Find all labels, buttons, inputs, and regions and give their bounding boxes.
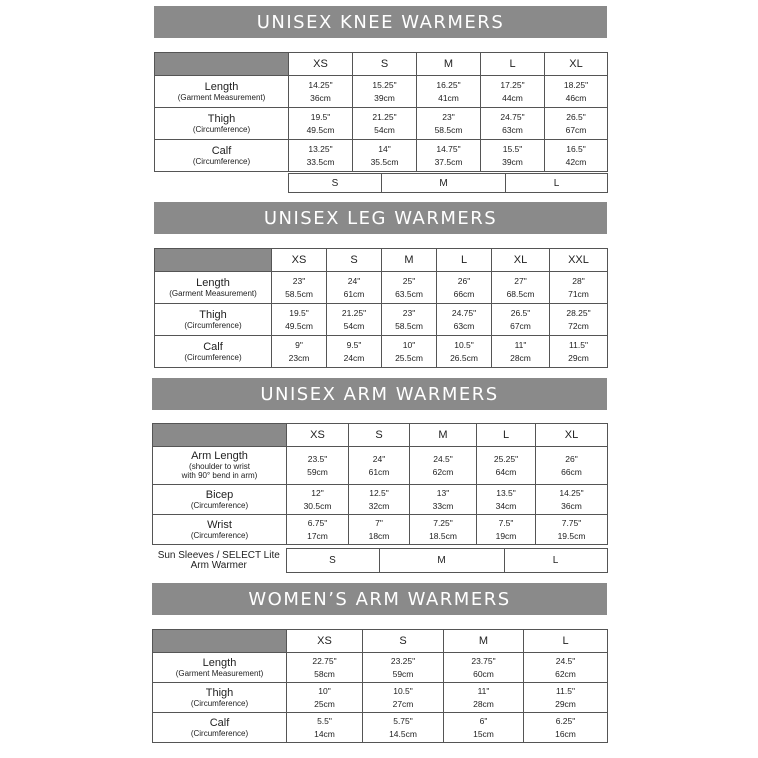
table-row	[155, 304, 608, 336]
measure-name: Thigh	[207, 112, 236, 125]
cm-value: 62cm	[432, 466, 454, 477]
table-row	[155, 76, 608, 108]
measure-name: Wrist	[207, 518, 232, 531]
table-cell	[437, 336, 492, 368]
inch-value: 26.5"	[566, 111, 586, 122]
note-line: Arm Warmer	[190, 559, 247, 571]
cm-value: 46cm	[565, 92, 587, 103]
cm-value: 19.5cm	[557, 530, 586, 541]
inch-value: 7"	[375, 517, 383, 528]
cm-value: 35.5cm	[370, 156, 399, 167]
table-cell	[410, 485, 477, 515]
cm-value: 41cm	[438, 92, 459, 103]
inch-value: 15.25"	[372, 79, 397, 90]
size-header: XS	[287, 630, 363, 653]
measure-name: Calf	[209, 716, 230, 729]
size-header: L	[524, 630, 608, 653]
measure-name: Thigh	[199, 308, 227, 321]
table-header-row	[153, 424, 608, 447]
inch-value: 13.5"	[496, 487, 516, 498]
cm-value: 72cm	[568, 320, 589, 331]
table-cell	[410, 447, 477, 485]
cm-value: 42cm	[565, 156, 587, 167]
cm-value: 59cm	[392, 668, 414, 679]
cm-value: 14.5cm	[389, 728, 417, 739]
inch-value: 9"	[295, 339, 303, 350]
inch-value: 18.25"	[563, 79, 589, 90]
sun-sleeves-note	[152, 549, 286, 573]
table-cell	[272, 336, 327, 368]
inch-value: 22.75"	[312, 655, 337, 666]
inch-value: 24.5"	[555, 655, 576, 666]
table-cell	[492, 272, 550, 304]
table-cell	[382, 272, 437, 304]
inch-value: 14"	[378, 143, 391, 154]
table-cell	[327, 336, 382, 368]
inch-value: 9.5"	[346, 339, 362, 350]
inch-value: 6.25"	[555, 715, 576, 726]
cm-value: 17cm	[307, 530, 328, 541]
cm-value: 44cm	[502, 92, 523, 103]
measure-note: (Garment Measurement)	[175, 668, 264, 678]
measure-note: with 90° bend in arm)	[181, 471, 258, 480]
table-cell	[417, 140, 481, 172]
size-header: S	[353, 53, 417, 76]
table-cell	[550, 336, 608, 368]
measure-name: Bicep	[205, 488, 234, 501]
size-header: S	[349, 424, 410, 447]
inch-value: 17.25"	[500, 79, 525, 90]
inch-value: 5.75"	[393, 715, 413, 726]
size-header: M	[410, 424, 477, 447]
header-corner	[155, 249, 272, 272]
table-cell	[382, 304, 437, 336]
inch-value: 11.5"	[556, 685, 575, 696]
cm-value: 54cm	[343, 320, 365, 331]
cm-value: 58cm	[314, 668, 335, 679]
row-label	[155, 76, 289, 108]
inch-value: 7.25"	[433, 517, 453, 528]
inch-value: 10.5"	[454, 339, 474, 350]
knee-warmers-table	[154, 52, 608, 172]
row-label	[153, 515, 287, 545]
size-header: L	[437, 249, 492, 272]
inch-value: 24.75"	[500, 111, 525, 122]
table-cell	[477, 447, 536, 485]
cm-value: 18cm	[368, 530, 390, 541]
inch-value: 6"	[479, 715, 488, 726]
size-header: S	[327, 249, 382, 272]
table-row	[153, 447, 608, 485]
measure-note: (Circumference)	[190, 728, 249, 738]
cm-value: 61cm	[343, 288, 365, 299]
inch-value: 16.5"	[566, 143, 586, 154]
measure-note: (Circumference)	[192, 156, 251, 166]
note-line: Sun Sleeves / SELECT Lite	[157, 549, 280, 561]
inch-value: 16.25"	[436, 79, 461, 90]
table-cell	[545, 140, 608, 172]
cm-value: 71cm	[568, 288, 589, 299]
cm-value: 63.5cm	[395, 288, 423, 299]
measure-note: (Circumference)	[192, 124, 251, 134]
inch-value: 19.5"	[310, 111, 331, 122]
cm-value: 32cm	[368, 500, 390, 511]
cm-value: 36cm	[561, 500, 582, 511]
table-cell	[492, 304, 550, 336]
cm-value: 14cm	[314, 728, 335, 739]
row-label	[155, 304, 272, 336]
table-header-row	[153, 630, 608, 653]
measure-name: Length	[196, 276, 230, 289]
table-cell	[492, 336, 550, 368]
table-cell	[477, 515, 536, 545]
inch-value: 28.25"	[566, 307, 591, 318]
inch-value: 19.5"	[289, 307, 309, 318]
inch-value: 24.5"	[433, 453, 453, 464]
measure-note: (Garment Measurement)	[169, 288, 257, 298]
inch-value: 5.5"	[317, 715, 332, 726]
inch-value: 24"	[347, 275, 361, 286]
measure-name: Calf	[211, 144, 232, 157]
cm-value: 61cm	[368, 466, 390, 477]
table-cell	[289, 108, 353, 140]
size-header: XL	[545, 53, 608, 76]
table-cell	[550, 304, 608, 336]
inch-value: 23"	[442, 111, 455, 122]
measure-note: (Circumference)	[184, 352, 242, 362]
cm-value: 54cm	[374, 124, 395, 135]
table-cell	[524, 683, 608, 713]
table-row	[153, 515, 608, 545]
table-row	[155, 108, 608, 140]
table-cell	[327, 304, 382, 336]
arm-size-group-row	[152, 548, 608, 573]
table-row	[153, 485, 608, 515]
table-row	[153, 713, 608, 743]
table-cell	[272, 272, 327, 304]
inch-value: 10.5"	[393, 685, 413, 696]
womens-arm-warmers-title: WOMEN’S ARM WARMERS	[152, 583, 607, 615]
inch-value: 23"	[292, 275, 306, 286]
table-cell	[417, 108, 481, 140]
table-cell	[349, 515, 410, 545]
table-cell	[363, 683, 444, 713]
cm-value: 26.5cm	[450, 352, 478, 363]
cm-value: 39cm	[374, 92, 395, 103]
inch-value: 11"	[477, 685, 490, 696]
inch-value: 6.75"	[307, 517, 328, 528]
cm-value: 59cm	[307, 466, 328, 477]
leg-warmers-title: UNISEX LEG WARMERS	[154, 202, 607, 234]
cm-value: 66cm	[561, 466, 582, 477]
knee-warmers-title: UNISEX KNEE WARMERS	[154, 6, 607, 38]
inch-value: 23.25"	[390, 655, 416, 666]
cm-value: 37.5cm	[434, 156, 463, 167]
cm-value: 66cm	[453, 288, 475, 299]
cm-value: 29cm	[555, 698, 576, 709]
table-cell	[349, 485, 410, 515]
cm-value: 58.5cm	[434, 124, 463, 135]
table-cell	[353, 108, 417, 140]
inch-value: 26.5"	[510, 307, 531, 318]
table-cell	[545, 76, 608, 108]
table-cell	[287, 485, 349, 515]
table-cell	[287, 653, 363, 683]
row-label	[155, 272, 272, 304]
table-cell	[444, 653, 524, 683]
cm-value: 58.5cm	[285, 288, 313, 299]
table-cell	[481, 76, 545, 108]
table-cell	[349, 447, 410, 485]
size-header: XXL	[550, 249, 608, 272]
inch-value: 10"	[318, 685, 331, 696]
measure-note: (Garment Measurement)	[177, 92, 266, 102]
size-group: M	[379, 549, 504, 573]
row-label	[153, 683, 287, 713]
cm-value: 15cm	[473, 728, 494, 739]
inch-value: 12.5"	[369, 487, 389, 498]
cm-value: 23cm	[288, 352, 310, 363]
inch-value: 24.75"	[451, 307, 477, 318]
inch-value: 25"	[402, 275, 416, 286]
inch-value: 7.75"	[561, 517, 582, 528]
cm-value: 30.5cm	[303, 500, 332, 511]
measure-name: Calf	[203, 340, 223, 353]
size-header: XS	[287, 424, 349, 447]
inch-value: 14.25"	[559, 487, 584, 498]
inch-value: 25.25"	[493, 453, 519, 464]
table-cell	[327, 272, 382, 304]
cm-value: 33cm	[432, 500, 454, 511]
table-row	[153, 653, 608, 683]
measure-note: (shoulder to wrist	[189, 462, 250, 471]
table-cell	[353, 76, 417, 108]
cm-value: 29cm	[568, 352, 589, 363]
measure-name: Length	[204, 80, 239, 93]
cm-value: 28cm	[473, 698, 494, 709]
size-header: M	[382, 249, 437, 272]
table-cell	[524, 713, 608, 743]
table-cell	[437, 272, 492, 304]
row-label	[153, 485, 287, 515]
table-header-row	[155, 53, 608, 76]
table-cell	[272, 304, 327, 336]
cm-value: 60cm	[473, 668, 494, 679]
cm-value: 68.5cm	[506, 288, 535, 299]
inch-value: 11.5"	[569, 339, 588, 350]
table-cell	[545, 108, 608, 140]
header-corner	[153, 630, 287, 653]
table-cell	[481, 140, 545, 172]
inch-value: 14.25"	[308, 79, 333, 90]
cm-value: 34cm	[495, 500, 517, 511]
table-cell	[536, 485, 608, 515]
row-label	[155, 108, 289, 140]
table-cell	[524, 653, 608, 683]
inch-value: 23.5"	[307, 453, 328, 464]
cm-value: 24cm	[343, 352, 365, 363]
size-header: M	[417, 53, 481, 76]
table-cell	[289, 140, 353, 172]
size-group: S	[286, 549, 379, 573]
table-row	[155, 336, 608, 368]
inch-value: 28"	[572, 275, 585, 286]
measure-note: (Circumference)	[190, 500, 249, 510]
inch-value: 27"	[514, 275, 527, 286]
table-cell	[287, 447, 349, 485]
size-header: L	[477, 424, 536, 447]
womens-arm-warmers-table	[152, 629, 608, 743]
table-row	[155, 272, 608, 304]
arm-warmers-table	[152, 423, 608, 545]
size-header: L	[481, 53, 545, 76]
cm-value: 67cm	[510, 320, 531, 331]
size-header: M	[444, 630, 524, 653]
inch-value: 10"	[402, 339, 416, 350]
cm-value: 18.5cm	[429, 530, 457, 541]
cm-value: 64cm	[495, 466, 517, 477]
inch-value: 26"	[457, 275, 471, 286]
cm-value: 27cm	[392, 698, 414, 709]
cm-value: 16cm	[555, 728, 576, 739]
table-cell	[550, 272, 608, 304]
table-cell	[363, 653, 444, 683]
row-label	[153, 713, 287, 743]
cm-value: 63cm	[502, 124, 523, 135]
size-header: XL	[492, 249, 550, 272]
measure-name: Length	[202, 656, 237, 669]
size-group: L	[504, 549, 607, 573]
cm-value: 49.5cm	[285, 320, 313, 331]
leg-warmers-table	[154, 248, 608, 368]
size-header: XS	[272, 249, 327, 272]
measure-note: (Circumference)	[190, 698, 249, 708]
table-cell	[382, 336, 437, 368]
table-cell	[289, 76, 353, 108]
cm-value: 62cm	[555, 668, 576, 679]
size-header: XL	[536, 424, 608, 447]
table-cell	[287, 683, 363, 713]
inch-value: 7.5"	[498, 517, 514, 528]
table-cell	[481, 108, 545, 140]
table-cell	[536, 515, 608, 545]
measure-note: (Circumference)	[184, 320, 242, 330]
row-label	[155, 140, 289, 172]
table-cell	[410, 515, 477, 545]
cm-value: 28cm	[510, 352, 531, 363]
size-header: XS	[289, 53, 353, 76]
cm-value: 19cm	[495, 530, 517, 541]
table-cell	[363, 713, 444, 743]
row-label	[153, 447, 287, 485]
table-header-row	[155, 249, 608, 272]
table-cell	[444, 713, 524, 743]
inch-value: 21.25"	[341, 307, 367, 318]
table-cell	[536, 447, 608, 485]
inch-value: 14.75"	[436, 143, 461, 154]
cm-value: 25cm	[314, 698, 335, 709]
table-row	[155, 140, 608, 172]
inch-value: 23"	[402, 307, 416, 318]
table-cell	[353, 140, 417, 172]
measure-note: (Circumference)	[190, 530, 249, 540]
cm-value: 63cm	[453, 320, 475, 331]
inch-value: 11"	[514, 339, 527, 350]
table-cell	[287, 713, 363, 743]
row-label	[153, 653, 287, 683]
inch-value: 26"	[565, 453, 578, 464]
arm-warmers-title: UNISEX ARM WARMERS	[152, 378, 607, 410]
cm-value: 25.5cm	[395, 352, 423, 363]
size-group: L	[506, 174, 608, 193]
inch-value: 13"	[436, 487, 450, 498]
inch-value: 12"	[311, 487, 324, 498]
table-cell	[417, 76, 481, 108]
inch-value: 24"	[372, 453, 386, 464]
cm-value: 49.5cm	[306, 124, 335, 135]
table-cell	[437, 304, 492, 336]
measure-name: Arm Length	[191, 450, 248, 462]
table-cell	[477, 485, 536, 515]
header-corner	[153, 424, 287, 447]
cm-value: 33.5cm	[306, 156, 335, 167]
cm-value: 58.5cm	[395, 320, 423, 331]
cm-value: 36cm	[310, 92, 331, 103]
inch-value: 21.25"	[372, 111, 397, 122]
measure-name: Thigh	[205, 686, 234, 699]
size-header: S	[363, 630, 444, 653]
table-cell	[287, 515, 349, 545]
size-group: M	[382, 174, 506, 193]
table-row	[153, 683, 608, 713]
inch-value: 15.5"	[502, 143, 523, 154]
inch-value: 23.75"	[471, 655, 496, 666]
knee-size-group-row	[288, 173, 608, 193]
row-label	[155, 336, 272, 368]
cm-value: 67cm	[565, 124, 587, 135]
table-cell	[444, 683, 524, 713]
header-corner	[155, 53, 289, 76]
cm-value: 39cm	[502, 156, 523, 167]
inch-value: 13.25"	[308, 143, 333, 154]
size-group: S	[289, 174, 382, 193]
